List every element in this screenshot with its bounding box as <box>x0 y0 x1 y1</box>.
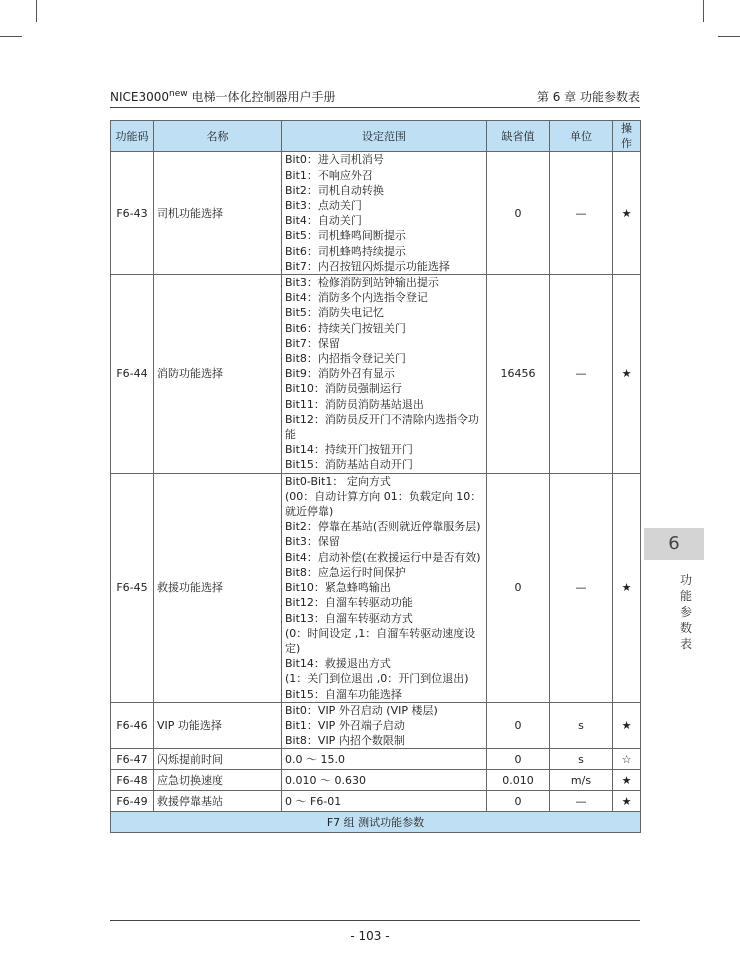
range-line: Bit12：消防员反开门不清除内选指令功能 <box>285 412 479 442</box>
unit: — <box>550 275 613 474</box>
param-name: 应急切换速度 <box>154 770 282 791</box>
range-line: Bit6：司机蜂鸣持续提示 <box>285 244 406 258</box>
setting-range <box>282 749 487 770</box>
unit: s <box>550 749 613 770</box>
range-line: Bit11：消防员消防基站退出 <box>285 397 424 411</box>
operation-hollow-star-icon: ☆ <box>613 749 641 770</box>
table-row <box>111 275 641 474</box>
range-line: Bit2：停靠在基站(否则就近停靠服务层) <box>285 520 481 534</box>
default-value: 0.010 <box>487 770 550 791</box>
operation-star-icon: ★ <box>613 770 641 791</box>
default-value: 0 <box>487 749 550 770</box>
operation-star-icon: ★ <box>613 473 641 702</box>
default-value: 16456 <box>487 275 550 474</box>
param-name: VIP 功能选择 <box>154 702 282 749</box>
tab-label-char: 表 <box>679 637 692 651</box>
header-rule <box>110 107 640 108</box>
table-row <box>111 770 641 791</box>
page-number: - 103 - <box>350 929 390 943</box>
range-line: Bit8：内招指令登记关门 <box>285 352 406 366</box>
function-code: F6-44 <box>111 275 154 474</box>
range-line: (00：自动计算方向 01：负载定向 10：就近停靠) <box>285 489 482 519</box>
footer-rule <box>110 920 640 921</box>
range-line: Bit8：应急运行时间保护 <box>285 565 406 579</box>
unit: m/s <box>550 770 613 791</box>
param-name: 救援功能选择 <box>154 473 282 702</box>
function-code: F6-45 <box>111 473 154 702</box>
range-line: Bit8：VIP 内招个数限制 <box>285 734 405 748</box>
table-row <box>111 702 641 749</box>
range-line: 0.0 ～ 15.0 <box>285 752 345 766</box>
unit: — <box>550 473 613 702</box>
table-row <box>111 791 641 812</box>
function-code: F6-46 <box>111 702 154 749</box>
range-line: Bit15：消防基站自动开门 <box>285 458 413 472</box>
crop-mark-left-horizontal <box>0 36 22 37</box>
range-line: Bit14：持续开门按钮开门 <box>285 443 413 457</box>
unit: — <box>550 791 613 812</box>
parameter-table <box>110 120 641 833</box>
chapter-tab-label <box>678 572 694 652</box>
setting-range <box>282 702 487 749</box>
range-line: Bit3：检修消防到站钟输出提示 <box>285 276 439 290</box>
param-name: 司机功能选择 <box>154 152 282 275</box>
param-name: 救援停靠基站 <box>154 791 282 812</box>
operation-star-icon: ★ <box>613 152 641 275</box>
range-line: Bit2：司机自动转换 <box>285 183 384 197</box>
table-row <box>111 152 641 275</box>
brand-name: NICE3000 <box>110 90 170 104</box>
column-header: 设定范围 <box>282 121 487 152</box>
column-header: 名称 <box>154 121 282 152</box>
table-row <box>111 749 641 770</box>
range-line: Bit9：消防外召有显示 <box>285 367 395 381</box>
column-header: 功能码 <box>111 121 154 152</box>
function-code: F6-43 <box>111 152 154 275</box>
setting-range <box>282 791 487 812</box>
range-line: Bit7：保留 <box>285 336 340 350</box>
manual-title <box>110 88 335 105</box>
range-line: Bit3：保留 <box>285 535 340 549</box>
table-header-row <box>111 121 641 152</box>
range-line: 0 ～ F6-01 <box>285 794 342 808</box>
crop-mark-right-horizontal <box>718 36 740 37</box>
range-line: Bit10：紧急蜂鸣输出 <box>285 581 391 595</box>
operation-star-icon: ★ <box>613 791 641 812</box>
range-line: (1：关门到位退出 ,0：开门到位退出) <box>285 672 469 686</box>
chapter-tab: 6 <box>644 528 704 560</box>
range-line: Bit5：司机蜂鸣间断提示 <box>285 229 406 243</box>
operation-star-icon: ★ <box>613 702 641 749</box>
unit: s <box>550 702 613 749</box>
param-name: 闪烁提前时间 <box>154 749 282 770</box>
page-header <box>110 86 640 106</box>
range-line: Bit7：内召按钮闪烁提示功能选择 <box>285 259 450 273</box>
range-line: 0.010 ～ 0.630 <box>285 773 366 787</box>
range-line: Bit6：持续关门按钮关门 <box>285 321 406 335</box>
manual-title-text: 电梯一体化控制器用户手册 <box>187 90 336 104</box>
column-header: 操作 <box>613 121 641 152</box>
function-code: F6-48 <box>111 770 154 791</box>
range-line: Bit0-Bit1： 定向方式 <box>285 474 391 488</box>
range-line: Bit0：VIP 外召启动 (VIP 楼层) <box>285 703 438 717</box>
function-code: F6-47 <box>111 749 154 770</box>
range-line: Bit1：不响应外召 <box>285 168 373 182</box>
tab-label-char: 功 <box>679 573 692 587</box>
tab-label-char: 数 <box>679 621 692 635</box>
range-line: Bit4：自动关门 <box>285 214 362 228</box>
range-line: Bit13：自溜车转驱动方式 <box>285 611 413 625</box>
crop-mark-right-vertical <box>703 0 704 22</box>
setting-range <box>282 275 487 474</box>
range-line: (0：时间设定 ,1：自溜车转驱动速度设定) <box>285 626 476 655</box>
setting-range <box>282 770 487 791</box>
brand-superscript: new <box>169 89 188 99</box>
column-header: 缺省值 <box>487 121 550 152</box>
section-header-row <box>111 812 641 833</box>
range-line: Bit0：进入司机消号 <box>285 153 384 167</box>
range-line: Bit10：消防员强制运行 <box>285 382 402 396</box>
default-value: 0 <box>487 791 550 812</box>
default-value: 0 <box>487 473 550 702</box>
range-line: Bit5：消防失电记忆 <box>285 306 384 320</box>
setting-range <box>282 152 487 275</box>
column-header: 单位 <box>550 121 613 152</box>
range-line: Bit4：消防多个内选指令登记 <box>285 291 428 305</box>
range-line: Bit14：救援退出方式 <box>285 657 391 671</box>
chapter-title: 第 6 章 功能参数表 <box>536 90 640 104</box>
function-code: F6-49 <box>111 791 154 812</box>
tab-label-char: 参 <box>679 605 692 619</box>
range-line: Bit12：自溜车转驱动功能 <box>285 596 413 610</box>
range-line: Bit1：VIP 外召端子启动 <box>285 718 405 732</box>
setting-range <box>282 473 487 702</box>
param-name: 消防功能选择 <box>154 275 282 474</box>
operation-star-icon: ★ <box>613 275 641 474</box>
default-value: 0 <box>487 702 550 749</box>
tab-label-char: 能 <box>679 589 692 603</box>
crop-mark-left-vertical <box>36 0 37 22</box>
unit: — <box>550 152 613 275</box>
range-line: Bit4：启动补偿(在救援运行中是否有效) <box>285 550 481 564</box>
section-title: F7 组 测试功能参数 <box>111 812 641 833</box>
default-value: 0 <box>487 152 550 275</box>
range-line: Bit15：自溜车功能选择 <box>285 687 402 701</box>
range-line: Bit3：点动关门 <box>285 199 362 213</box>
table-row <box>111 473 641 702</box>
